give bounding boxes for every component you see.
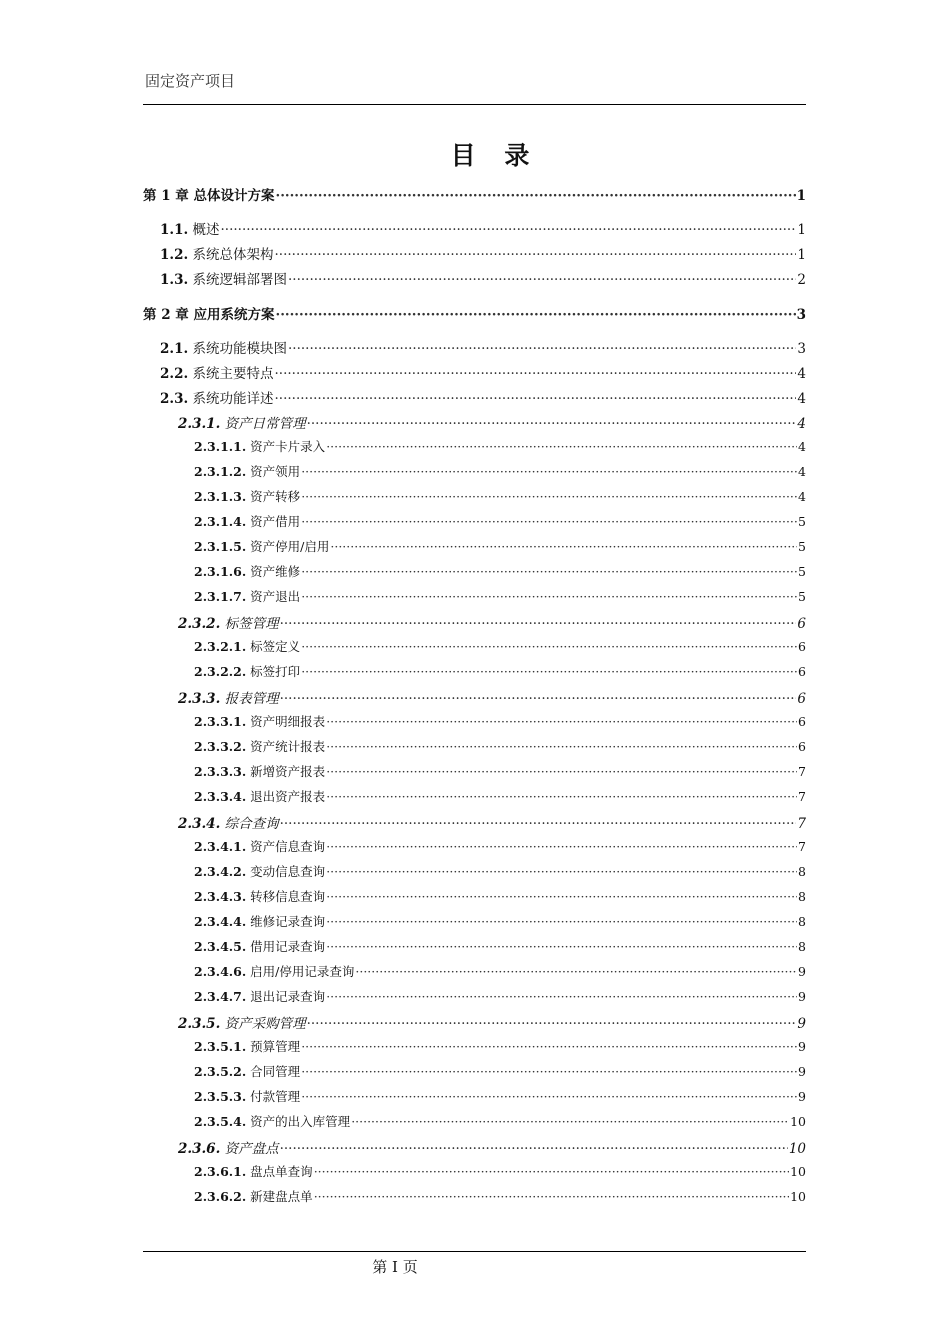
toc-entry[interactable] xyxy=(143,1137,806,1162)
toc-entry-label xyxy=(194,1062,300,1080)
toc-entry-page: 1 xyxy=(796,188,806,204)
table-of-contents xyxy=(143,184,806,1212)
toc-entry[interactable] xyxy=(143,462,806,487)
toc-entry-label xyxy=(143,184,275,204)
toc-entry[interactable] xyxy=(143,303,806,327)
toc-entry-page: 7 xyxy=(798,789,806,804)
toc-entry-text: 启用/停用记录查询 xyxy=(246,964,355,979)
toc-entry-text: 合同管理 xyxy=(246,1064,301,1079)
toc-entry-text: 资产的出入库管理 xyxy=(246,1114,351,1129)
toc-entry-number: 2.3.5.1. xyxy=(194,1039,247,1054)
toc-leader-dots xyxy=(355,964,797,979)
toc-entry[interactable] xyxy=(143,812,806,837)
toc-entry-label xyxy=(194,637,300,655)
toc-leader-dots xyxy=(326,714,797,729)
toc-entry-label xyxy=(160,268,287,288)
toc-entry-label xyxy=(194,787,325,805)
toc-entry-text: 资产退出 xyxy=(246,589,301,604)
toc-entry-number: 2.3.4.2. xyxy=(194,864,247,879)
toc-entry-page: 6 xyxy=(797,691,806,707)
toc-entry-label xyxy=(194,887,325,905)
toc-entry-label xyxy=(194,862,325,880)
toc-entry[interactable] xyxy=(143,887,806,912)
toc-entry-label xyxy=(160,362,273,382)
toc-entry[interactable] xyxy=(143,184,806,208)
toc-entry-text: 资产领用 xyxy=(246,464,301,479)
toc-entry[interactable] xyxy=(143,637,806,662)
toc-entry-number: 2.3.3.2. xyxy=(194,739,247,754)
toc-entry-text: 系统总体架构 xyxy=(188,247,274,263)
toc-entry-page: 3 xyxy=(797,341,806,357)
toc-entry-text: 资产信息查询 xyxy=(246,839,326,854)
toc-entry[interactable] xyxy=(143,962,806,987)
toc-entry-page: 7 xyxy=(797,816,806,832)
toc-entry[interactable] xyxy=(143,1087,806,1112)
toc-entry[interactable] xyxy=(143,487,806,512)
toc-entry[interactable] xyxy=(143,912,806,937)
toc-leader-dots xyxy=(301,639,797,654)
toc-entry-number: 1.2. xyxy=(160,247,189,263)
toc-entry-number: 第 1 章 xyxy=(143,188,189,204)
toc-entry-page: 10 xyxy=(790,1164,806,1179)
toc-entry-number: 2.3.4.1. xyxy=(194,839,247,854)
toc-entry-label xyxy=(178,612,279,632)
toc-entry-label xyxy=(194,587,300,605)
toc-leader-dots xyxy=(301,664,797,679)
toc-leader-dots xyxy=(301,464,797,479)
toc-entry-label xyxy=(194,487,300,505)
toc-entry-page: 7 xyxy=(798,764,806,779)
toc-entry-page: 3 xyxy=(796,307,806,323)
toc-entry-number: 2.3.6.2. xyxy=(194,1189,247,1204)
toc-entry-label xyxy=(160,218,219,238)
toc-entry-number: 2.3.4.4. xyxy=(194,914,247,929)
toc-leader-dots xyxy=(301,1089,797,1104)
toc-entry-number: 2.3. xyxy=(160,391,189,407)
toc-entry-number: 2.3.4. xyxy=(178,816,221,832)
toc-leader-dots xyxy=(276,307,796,323)
toc-leader-dots xyxy=(314,1189,789,1204)
toc-entry-label xyxy=(194,1112,350,1130)
toc-entry-page: 4 xyxy=(797,366,806,382)
toc-entry-number: 2.3.3.3. xyxy=(194,764,247,779)
toc-entry-number: 1.3. xyxy=(160,272,189,288)
toc-entry-page: 4 xyxy=(798,464,806,479)
toc-leader-dots xyxy=(326,789,797,804)
toc-entry-page: 9 xyxy=(798,1064,806,1079)
toc-entry[interactable] xyxy=(143,537,806,562)
toc-leader-dots xyxy=(301,1064,797,1079)
toc-leader-dots xyxy=(326,764,797,779)
toc-entry[interactable] xyxy=(143,512,806,537)
toc-entry-text: 系统逻辑部署图 xyxy=(188,272,287,288)
toc-entry-text: 盘点单查询 xyxy=(246,1164,313,1179)
toc-entry-number: 2.3.6. xyxy=(178,1141,221,1157)
toc-entry[interactable] xyxy=(143,1037,806,1062)
toc-entry-page: 4 xyxy=(798,489,806,504)
toc-entry[interactable] xyxy=(143,387,806,412)
toc-entry-page: 8 xyxy=(798,914,806,929)
toc-entry-page: 9 xyxy=(797,1016,806,1032)
toc-entry-text: 资产统计报表 xyxy=(246,739,326,754)
toc-entry[interactable] xyxy=(143,987,806,1012)
toc-entry-text: 新建盘点单 xyxy=(246,1189,313,1204)
toc-entry-label xyxy=(194,662,300,680)
toc-entry-text: 综合查询 xyxy=(220,816,279,832)
toc-entry-label xyxy=(178,412,306,432)
toc-entry-label xyxy=(160,387,273,407)
toc-entry[interactable] xyxy=(143,1187,806,1212)
toc-entry-number: 2.3.1.1. xyxy=(194,439,247,454)
toc-entry-text: 资产采购管理 xyxy=(220,1016,306,1032)
toc-entry-number: 2.3.5.3. xyxy=(194,1089,247,1104)
toc-entry-number: 2.3.1.2. xyxy=(194,464,247,479)
toc-entry-text: 资产日常管理 xyxy=(220,416,306,432)
toc-entry-text: 维修记录查询 xyxy=(246,914,326,929)
toc-leader-dots xyxy=(280,816,797,832)
toc-entry-text: 转移信息查询 xyxy=(246,889,326,904)
toc-entry-text: 标签定义 xyxy=(246,639,301,654)
toc-entry-text: 退出资产报表 xyxy=(246,789,326,804)
toc-entry-number: 2.3.2.1. xyxy=(194,639,247,654)
toc-entry-page: 6 xyxy=(798,639,806,654)
toc-entry[interactable] xyxy=(143,268,806,293)
toc-leader-dots xyxy=(326,839,797,854)
toc-entry-number: 2.3.4.7. xyxy=(194,989,247,1004)
toc-entry-page: 1 xyxy=(797,222,806,238)
toc-entry-label xyxy=(194,512,300,530)
toc-leader-dots xyxy=(326,864,797,879)
toc-entry[interactable] xyxy=(143,562,806,587)
toc-entry-label xyxy=(194,462,300,480)
header-rule xyxy=(143,104,806,105)
toc-entry-text: 退出记录查询 xyxy=(246,989,326,1004)
toc-leader-dots xyxy=(326,914,797,929)
toc-entry-label xyxy=(194,1037,300,1055)
toc-entry[interactable] xyxy=(143,412,806,437)
toc-entry-number: 2.2. xyxy=(160,366,189,382)
toc-entry-label xyxy=(143,303,275,323)
toc-entry-label xyxy=(194,537,329,555)
toc-entry-number: 2.3.1.4. xyxy=(194,514,247,529)
toc-entry-page: 4 xyxy=(798,439,806,454)
toc-entry-page: 8 xyxy=(798,864,806,879)
toc-entry[interactable] xyxy=(143,243,806,268)
toc-entry-number: 2.3.3.1. xyxy=(194,714,247,729)
toc-entry-number: 2.3.5. xyxy=(178,1016,221,1032)
toc-leader-dots xyxy=(326,889,797,904)
toc-entry-page: 10 xyxy=(790,1114,806,1129)
toc-leader-dots xyxy=(326,939,797,954)
toc-entry-number: 第 2 章 xyxy=(143,307,189,323)
toc-entry[interactable] xyxy=(143,862,806,887)
toc-entry-text: 资产转移 xyxy=(246,489,301,504)
toc-entry-page: 9 xyxy=(798,1089,806,1104)
toc-leader-dots xyxy=(274,391,796,407)
toc-entry-label xyxy=(194,737,325,755)
toc-leader-dots xyxy=(326,439,797,454)
toc-entry-text: 资产明细报表 xyxy=(246,714,326,729)
toc-entry-label xyxy=(194,1087,300,1105)
toc-entry-number: 2.3.2. xyxy=(178,616,221,632)
toc-entry-text: 系统主要特点 xyxy=(188,366,274,382)
toc-entry-label xyxy=(194,1187,313,1205)
toc-entry-number: 2.3.5.4. xyxy=(194,1114,247,1129)
toc-entry-page: 1 xyxy=(797,247,806,263)
toc-entry-page: 10 xyxy=(788,1141,806,1157)
toc-entry[interactable] xyxy=(143,737,806,762)
toc-entry[interactable] xyxy=(143,362,806,387)
toc-leader-dots xyxy=(280,1141,788,1157)
toc-leader-dots xyxy=(274,247,796,263)
toc-entry[interactable] xyxy=(143,1012,806,1037)
toc-entry[interactable] xyxy=(143,762,806,787)
toc-entry-text: 标签管理 xyxy=(220,616,279,632)
toc-entry-number: 2.1. xyxy=(160,341,189,357)
toc-entry-label xyxy=(194,562,300,580)
toc-entry-label xyxy=(194,962,354,980)
toc-entry-label xyxy=(160,243,273,263)
toc-entry-label xyxy=(194,437,325,455)
toc-entry-label xyxy=(194,1162,313,1180)
toc-leader-dots xyxy=(301,514,797,529)
toc-entry-page: 10 xyxy=(790,1189,806,1204)
toc-entry-number: 2.3.1. xyxy=(178,416,221,432)
toc-entry[interactable] xyxy=(143,337,806,362)
toc-entry-label xyxy=(178,1012,306,1032)
toc-entry-page: 9 xyxy=(798,964,806,979)
toc-entry-label xyxy=(194,937,325,955)
toc-entry-text: 新增资产报表 xyxy=(246,764,326,779)
toc-entry-number: 2.3.3.4. xyxy=(194,789,247,804)
toc-leader-dots xyxy=(301,564,797,579)
toc-leader-dots xyxy=(314,1164,789,1179)
toc-entry-number: 2.3.2.2. xyxy=(194,664,247,679)
toc-entry[interactable] xyxy=(143,837,806,862)
toc-entry[interactable] xyxy=(143,712,806,737)
toc-entry-page: 6 xyxy=(798,739,806,754)
toc-entry-page: 5 xyxy=(798,539,806,554)
toc-entry-text: 报表管理 xyxy=(220,691,279,707)
toc-entry-label xyxy=(194,987,325,1005)
toc-entry-label xyxy=(194,712,325,730)
toc-leader-dots xyxy=(326,739,797,754)
toc-leader-dots xyxy=(288,272,796,288)
toc-title: 目 录 xyxy=(450,141,540,170)
toc-entry-page: 9 xyxy=(798,1039,806,1054)
toc-leader-dots xyxy=(301,489,797,504)
toc-entry-text: 系统功能模块图 xyxy=(188,341,287,357)
toc-leader-dots xyxy=(276,188,796,204)
toc-entry[interactable] xyxy=(143,612,806,637)
toc-entry-text: 借用记录查询 xyxy=(246,939,326,954)
toc-entry-label xyxy=(178,1137,279,1157)
toc-entry-label xyxy=(160,337,287,357)
toc-leader-dots xyxy=(301,1039,797,1054)
toc-entry-page: 5 xyxy=(798,514,806,529)
toc-entry[interactable] xyxy=(143,587,806,612)
toc-entry[interactable] xyxy=(143,218,806,243)
toc-entry-text: 资产盘点 xyxy=(220,1141,279,1157)
toc-entry-text: 变动信息查询 xyxy=(246,864,326,879)
toc-leader-dots xyxy=(288,341,796,357)
toc-entry-text: 标签打印 xyxy=(246,664,301,679)
toc-leader-dots xyxy=(301,589,797,604)
toc-entry-number: 2.3.1.6. xyxy=(194,564,247,579)
toc-leader-dots xyxy=(307,1016,797,1032)
toc-entry[interactable] xyxy=(143,937,806,962)
toc-entry-page: 2 xyxy=(797,272,806,288)
toc-entry[interactable] xyxy=(143,1112,806,1137)
toc-entry-label xyxy=(178,687,279,707)
toc-entry[interactable] xyxy=(143,1062,806,1087)
toc-entry-page: 6 xyxy=(798,714,806,729)
toc-leader-dots xyxy=(330,539,797,554)
toc-entry-label xyxy=(194,762,325,780)
toc-entry-number: 2.3.5.2. xyxy=(194,1064,247,1079)
toc-entry-text: 系统功能详述 xyxy=(188,391,274,407)
toc-entry-page: 6 xyxy=(797,616,806,632)
toc-entry-page: 9 xyxy=(798,989,806,1004)
toc-entry-page: 7 xyxy=(798,839,806,854)
toc-entry-text: 资产卡片录入 xyxy=(246,439,326,454)
toc-entry-text: 资产停用/启用 xyxy=(246,539,330,554)
toc-entry-page: 4 xyxy=(797,391,806,407)
toc-entry-text: 应用系统方案 xyxy=(188,307,275,323)
toc-entry-label xyxy=(194,837,325,855)
toc-entry-number: 2.3.1.7. xyxy=(194,589,247,604)
toc-entry-number: 1.1. xyxy=(160,222,189,238)
toc-entry-number: 2.3.3. xyxy=(178,691,221,707)
toc-leader-dots xyxy=(280,691,797,707)
toc-entry-text: 概述 xyxy=(188,222,220,238)
toc-entry[interactable] xyxy=(143,437,806,462)
toc-entry[interactable] xyxy=(143,787,806,812)
toc-entry[interactable] xyxy=(143,1162,806,1187)
toc-entry-page: 8 xyxy=(798,889,806,904)
toc-leader-dots xyxy=(274,366,796,382)
toc-entry-number: 2.3.4.6. xyxy=(194,964,247,979)
toc-entry-page: 6 xyxy=(798,664,806,679)
toc-entry-page: 5 xyxy=(798,589,806,604)
toc-leader-dots xyxy=(326,989,797,1004)
toc-entry-number: 2.3.6.1. xyxy=(194,1164,247,1179)
toc-entry-label xyxy=(194,912,325,930)
toc-entry-number: 2.3.4.5. xyxy=(194,939,247,954)
toc-leader-dots xyxy=(351,1114,789,1129)
toc-entry-number: 2.3.1.3. xyxy=(194,489,247,504)
toc-entry-number: 2.3.1.5. xyxy=(194,539,247,554)
toc-entry-page: 4 xyxy=(797,416,806,432)
toc-leader-dots xyxy=(220,222,796,238)
toc-entry-page: 8 xyxy=(798,939,806,954)
toc-entry[interactable] xyxy=(143,687,806,712)
footer-rule xyxy=(143,1251,806,1252)
toc-entry-text: 付款管理 xyxy=(246,1089,301,1104)
toc-entry-text: 总体设计方案 xyxy=(188,188,275,204)
toc-leader-dots xyxy=(280,616,797,632)
toc-entry-text: 预算管理 xyxy=(246,1039,301,1054)
toc-entry[interactable] xyxy=(143,662,806,687)
toc-entry-page: 5 xyxy=(798,564,806,579)
running-header: 固定资产项目 xyxy=(145,72,236,90)
toc-entry-text: 资产维修 xyxy=(246,564,301,579)
toc-entry-number: 2.3.4.3. xyxy=(194,889,247,904)
toc-entry-label xyxy=(178,812,279,832)
page-number: 第 I 页 xyxy=(372,1258,418,1276)
toc-entry-text: 资产借用 xyxy=(246,514,301,529)
toc-leader-dots xyxy=(307,416,797,432)
